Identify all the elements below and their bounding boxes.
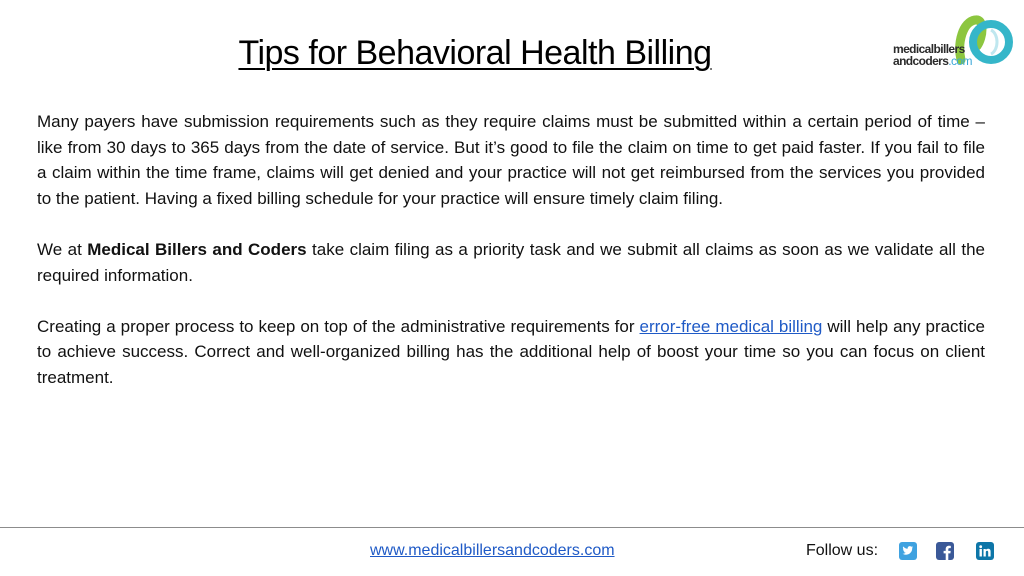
follow-us-label: Follow us: xyxy=(806,542,879,559)
website-link[interactable]: www.medicalbillersandcoders.com xyxy=(370,542,615,559)
company-name-bold: Medical Billers and Coders xyxy=(87,239,307,259)
body-text xyxy=(37,109,985,416)
company-logo xyxy=(893,12,1015,72)
paragraph-2-prefix: We at xyxy=(37,239,88,259)
logo-text-line1: medicalbillers xyxy=(893,42,965,56)
logo-text-main: andcoders xyxy=(893,54,949,68)
slide-title: Tips for Behavioral Health Billing xyxy=(238,34,712,72)
paragraph-3-suffix: will help any practice to achieve success. Correct and well-organized billing has the additional help of boost your time so you can focus on client treatment. xyxy=(37,316,986,387)
logo-text-line2 xyxy=(893,54,972,68)
paragraph-2 xyxy=(37,237,985,288)
footer-divider xyxy=(0,527,1024,528)
twitter-icon[interactable] xyxy=(899,542,917,560)
facebook-icon[interactable] xyxy=(936,542,954,560)
linkedin-icon[interactable] xyxy=(976,542,994,560)
logo-text-suffix: .com xyxy=(948,54,972,68)
paragraph-3-prefix: Creating a proper process to keep on top of the administrative requirements for xyxy=(37,316,640,336)
paragraph-2-suffix: take claim filing as a priority task and we submit all claims as soon as we validate all the required information. xyxy=(37,239,986,285)
paragraph-3 xyxy=(37,314,985,391)
error-free-billing-link[interactable]: error-free medical billing xyxy=(639,316,823,336)
paragraph-1: Many payers have submission requirements such as they require claims must be submitted within a certain period of time – like from 30 days to 365 days from the date of service. But it’s good to file the claim on time to get paid faster. If you fail to file a claim within the time frame, claims will get denied and your practice will not get reimbursed from the services you provided to the patient. Having a fixed billing schedule for your practice will ensure timely claim filing. xyxy=(37,112,985,208)
